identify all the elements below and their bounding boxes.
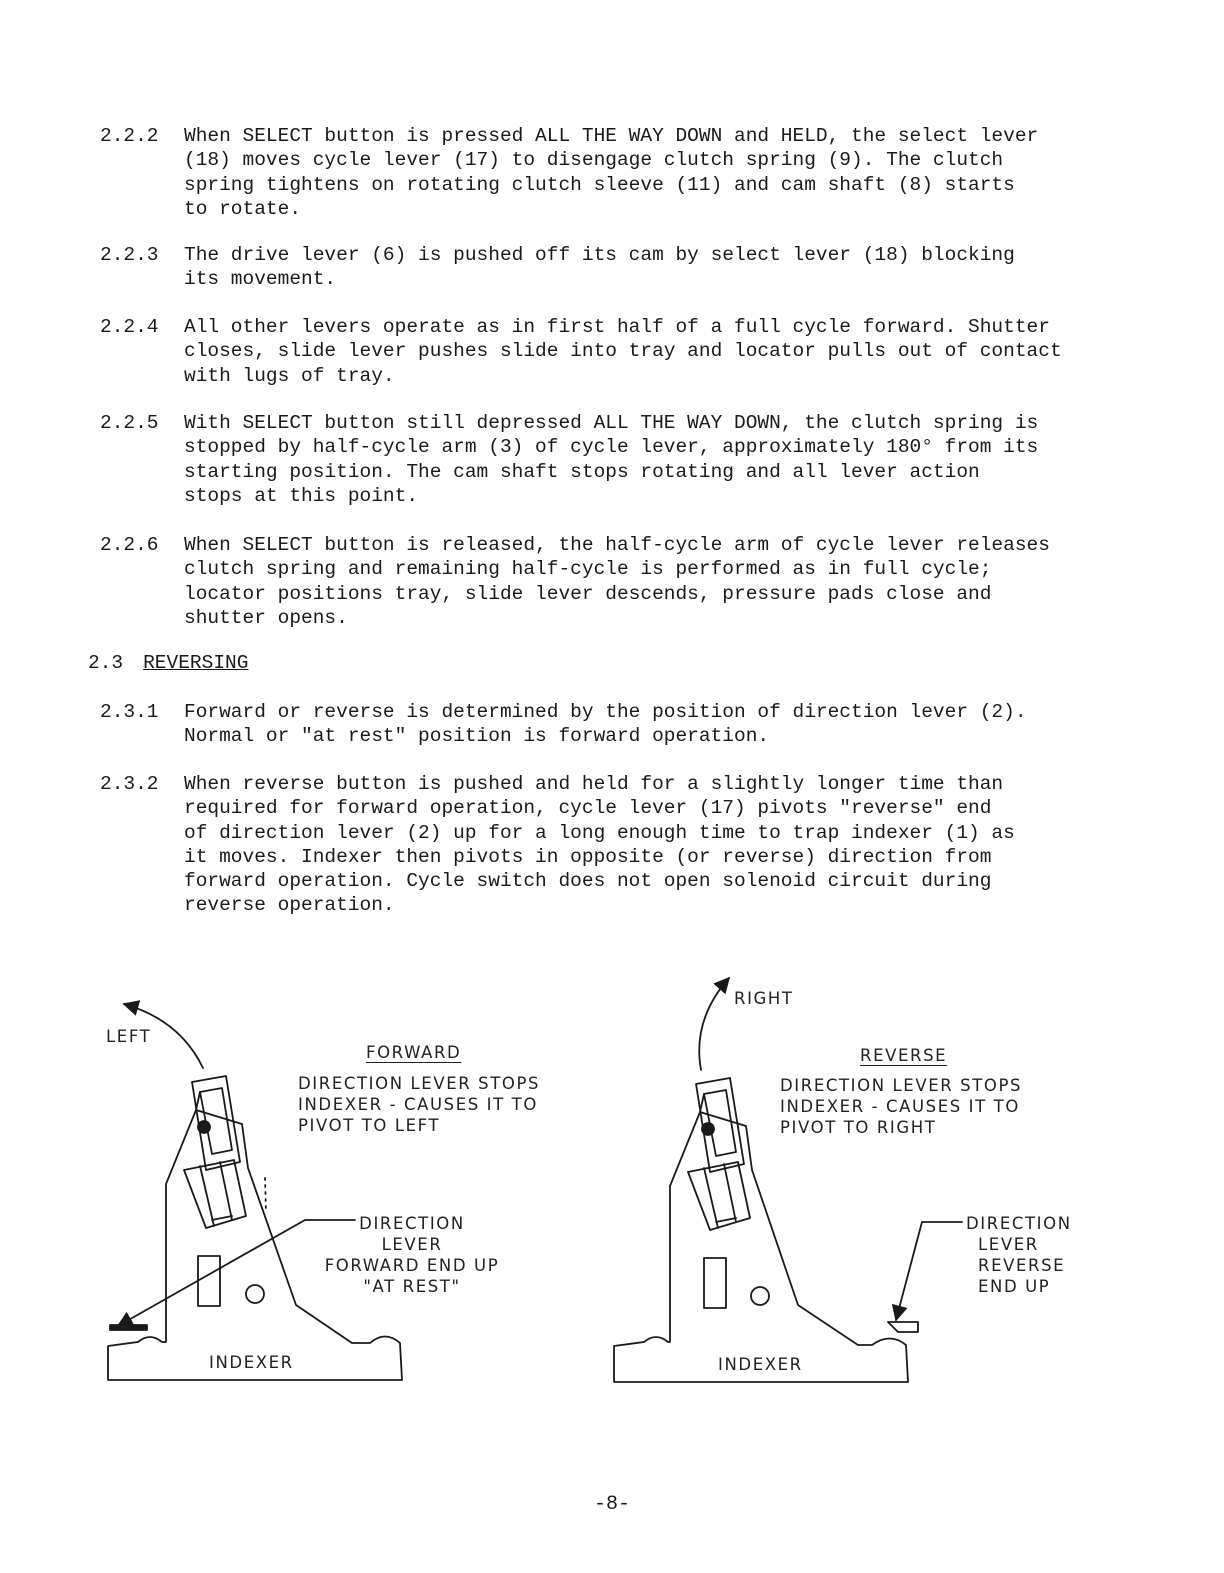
paragraph-text: When reverse button is pushed and held for a slightly longer time than required for forward operation, cycle lever (17) pivots "reverse" end of direction lever (2) up for a long enough time to trap indexer (1) as it moves. Indexer then pivots in opposite (or reverse) direction from forward operation. Cycle switch does not open solenoid circuit during reverse operation.: [184, 773, 1015, 917]
paragraph-text: The drive lever (6) is pushed off its cam by select lever (18) blocking its movement.: [184, 244, 1015, 291]
caption-line: INDEXER - CAUSES IT TO: [298, 1095, 538, 1114]
caption-line: DIRECTION LEVER STOPS: [298, 1074, 541, 1093]
reverse-part-label: INDEXER: [718, 1355, 803, 1374]
forward-arrow-label: LEFT: [106, 1027, 152, 1046]
paragraph-text: With SELECT button still depressed ALL THE WAY DOWN, the clutch spring is stopped by half-cycle arm (3) of cycle lever, approximately 180° from its starting position. The cam shaft stops rotating and all lever action stops at this point.: [184, 412, 1039, 507]
page-number: -8-: [593, 1493, 630, 1516]
callout-line: DIRECTION: [359, 1214, 465, 1233]
paragraph-number: 2.3.2: [100, 773, 159, 795]
reverse-title: REVERSE: [860, 1046, 948, 1065]
forward-part-label: INDEXER: [209, 1353, 294, 1372]
paragraph-number: 2.3.1: [100, 701, 159, 723]
paragraph-text: When SELECT button is pressed ALL THE WAY DOWN and HELD, the select lever (18) moves cycle lever (17) to disengage clutch spring (9). The clutch spring tightens on rotating clutch sleeve (11) and cam shaft (8) starts to rotate.: [184, 125, 1039, 220]
paragraph-number: 2.2.2: [100, 125, 159, 147]
callout-line: LEVER: [381, 1235, 443, 1254]
paragraph-text: All other levers operate as in first half of a full cycle forward. Shutter closes, slide lever pushes slide into tray and locator pulls out of contact with lugs of tray.: [184, 316, 1062, 387]
callout-line: LEVER: [978, 1235, 1039, 1254]
forward-callout: [322, 1213, 502, 1297]
paragraph-number: 2.2.3: [100, 244, 159, 266]
caption-line: PIVOT TO LEFT: [298, 1116, 441, 1135]
reverse-arrow-label: RIGHT: [734, 989, 794, 1008]
reverse-callout: [966, 1213, 1072, 1297]
caption-line: PIVOT TO RIGHT: [780, 1118, 937, 1137]
paragraph-number: 2.2.6: [100, 534, 159, 556]
caption-line: INDEXER - CAUSES IT TO: [780, 1097, 1020, 1116]
paragraph-text: Forward or reverse is determined by the position of direction lever (2). Normal or "at rest" position is forward operation.: [184, 701, 1027, 748]
callout-line: REVERSE: [978, 1256, 1066, 1275]
forward-caption: [298, 1073, 540, 1136]
paragraph-number: 2.2.5: [100, 412, 159, 434]
section-number: 2.3: [88, 652, 124, 674]
reverse-indexer-drawing: [614, 978, 962, 1382]
reverse-caption: [780, 1075, 1022, 1138]
caption-line: DIRECTION LEVER STOPS: [780, 1076, 1023, 1095]
callout-line: "AT REST": [363, 1277, 461, 1296]
paragraph-number: 2.2.4: [100, 316, 159, 338]
paragraph-text: When SELECT button is released, the half-cycle arm of cycle lever releases clutch spring and remaining half-cycle is performed as in full cycle; locator positions tray, slide lever descends, pressure pads close and shutter opens.: [184, 534, 1050, 629]
forward-title: FORWARD: [366, 1043, 462, 1062]
callout-line: END UP: [978, 1277, 1051, 1296]
section-title: REVERSING: [143, 652, 249, 674]
forward-indexer-drawing: [108, 1004, 402, 1380]
callout-line: FORWARD END UP: [324, 1256, 500, 1275]
callout-line: DIRECTION: [966, 1214, 1072, 1233]
